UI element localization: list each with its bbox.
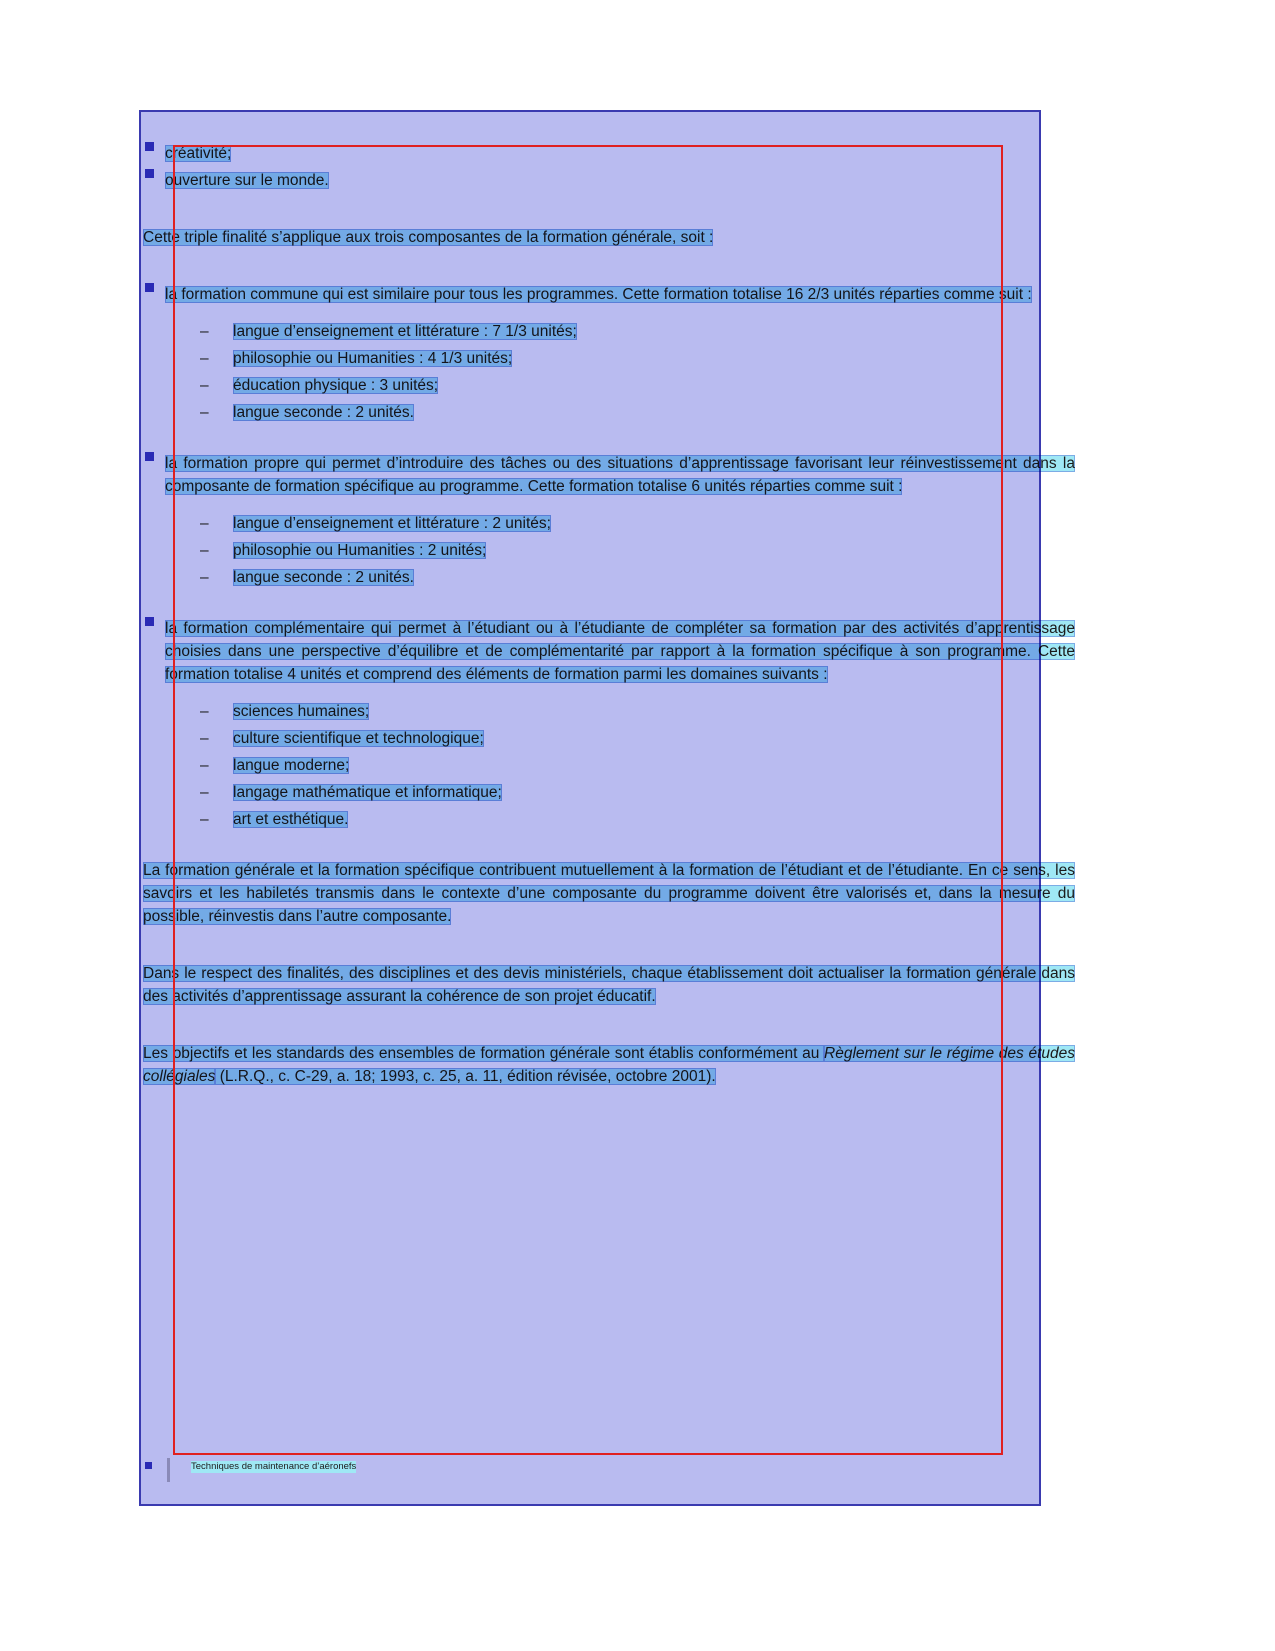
list-item: – langue d’enseignement et littérature : 2 unités; (143, 512, 1075, 535)
bullet-square-icon (145, 617, 154, 626)
dash-icon: – (200, 350, 209, 367)
list-item: – art et esthétique. (143, 808, 1075, 831)
dash-icon: – (200, 515, 209, 532)
reference-paragraph: Les objectifs et les standards des ensembles de formation générale sont établis conformément au Règlement sur le régime des études collégiales (L.R.Q., c. C-29, a. 18; 1993, c. 25, a. 11, édition révisée, octobre 2001). (143, 1045, 1075, 1085)
dash-icon: – (200, 323, 209, 340)
list-item (143, 142, 1075, 165)
list-item-label: la formation commune qui est similaire pour tous les programmes. Cette formation totalise 16 2/3 unités réparties comme suit : (165, 286, 1032, 303)
list-item (143, 452, 1075, 498)
bullet-square-icon (145, 1462, 152, 1469)
list-item: – langue moderne; (143, 754, 1075, 777)
sub-list (143, 320, 1075, 424)
list-item-label: créativité; (165, 145, 232, 162)
dash-icon: – (200, 757, 209, 774)
list-item: – philosophie ou Humanities : 2 unités; (143, 539, 1075, 562)
list-item (143, 169, 1075, 192)
reference-title: Règlement sur le régime des études collégiales (143, 1045, 1075, 1085)
list-item: – culture scientifique et technologique; (143, 727, 1075, 750)
sub-list (143, 512, 1075, 589)
footnote (143, 1461, 643, 1473)
list-item (143, 283, 1075, 306)
bullet-square-icon (145, 169, 154, 178)
list-item-label: la formation propre qui permet d’introduire des tâches ou des situations d’apprentissage favorisant leur réinvestissement dans la composante de formation spécifique au programme. Cette formation totalise 6 unités réparties comme suit : (165, 455, 1075, 495)
dash-icon: – (200, 784, 209, 801)
list-item (143, 617, 1075, 686)
list-item-label: ouverture sur le monde. (165, 172, 329, 189)
list-item: – langue seconde : 2 unités. (143, 401, 1075, 424)
list-item: – langue seconde : 2 unités. (143, 566, 1075, 589)
dash-icon: – (200, 542, 209, 559)
footnote-text: Techniques de maintenance d’aéronefs (191, 1461, 357, 1472)
closing-paragraph-1: La formation générale et la formation spécifique contribuent mutuellement à la formation de l’étudiant et de l’étudiante. En ce sens, les savoirs et les habiletés transmis dans le contexte d’une composante du programme doivent être valorisés et, dans la mesure du possible, réinvestis dans l’autre composante. (143, 862, 1075, 925)
list-item: – langue d’enseignement et littérature : 7 1/3 unités; (143, 320, 1075, 343)
list-item: – éducation physique : 3 unités; (143, 374, 1075, 397)
document-content (143, 142, 1075, 1106)
dash-icon: – (200, 377, 209, 394)
sub-list (143, 700, 1075, 831)
dash-icon: – (200, 730, 209, 747)
intro-paragraph: Cette triple finalité s’applique aux trois composantes de la formation générale, soit : (143, 229, 714, 246)
bullet-square-icon (145, 452, 154, 461)
list-item: – langage mathématique et informatique; (143, 781, 1075, 804)
bullet-square-icon (145, 142, 154, 151)
list-item: – sciences humaines; (143, 700, 1075, 723)
top-bullet-list (143, 142, 1075, 192)
closing-paragraph-2: Dans le respect des finalités, des disciplines et des devis ministériels, chaque établissement doit actualiser la formation générale dans des activités d’apprentissage assurant la cohérence de son projet éducatif. (143, 965, 1075, 1005)
dash-icon: – (200, 703, 209, 720)
dash-icon: – (200, 569, 209, 586)
bullet-square-icon (145, 283, 154, 292)
dash-icon: – (200, 404, 209, 421)
dash-icon: – (200, 811, 209, 828)
list-item-label: la formation complémentaire qui permet à l’étudiant ou à l’étudiante de compléter sa formation par des activités d’apprentissage choisies dans une perspective d’équilibre et de complémentarité par rapport à la formation spécifique à son programme. Cette formation totalise 4 unités et comprend des éléments de formation parmi les domaines suivants : (165, 620, 1075, 683)
list-item: – philosophie ou Humanities : 4 1/3 unités; (143, 347, 1075, 370)
